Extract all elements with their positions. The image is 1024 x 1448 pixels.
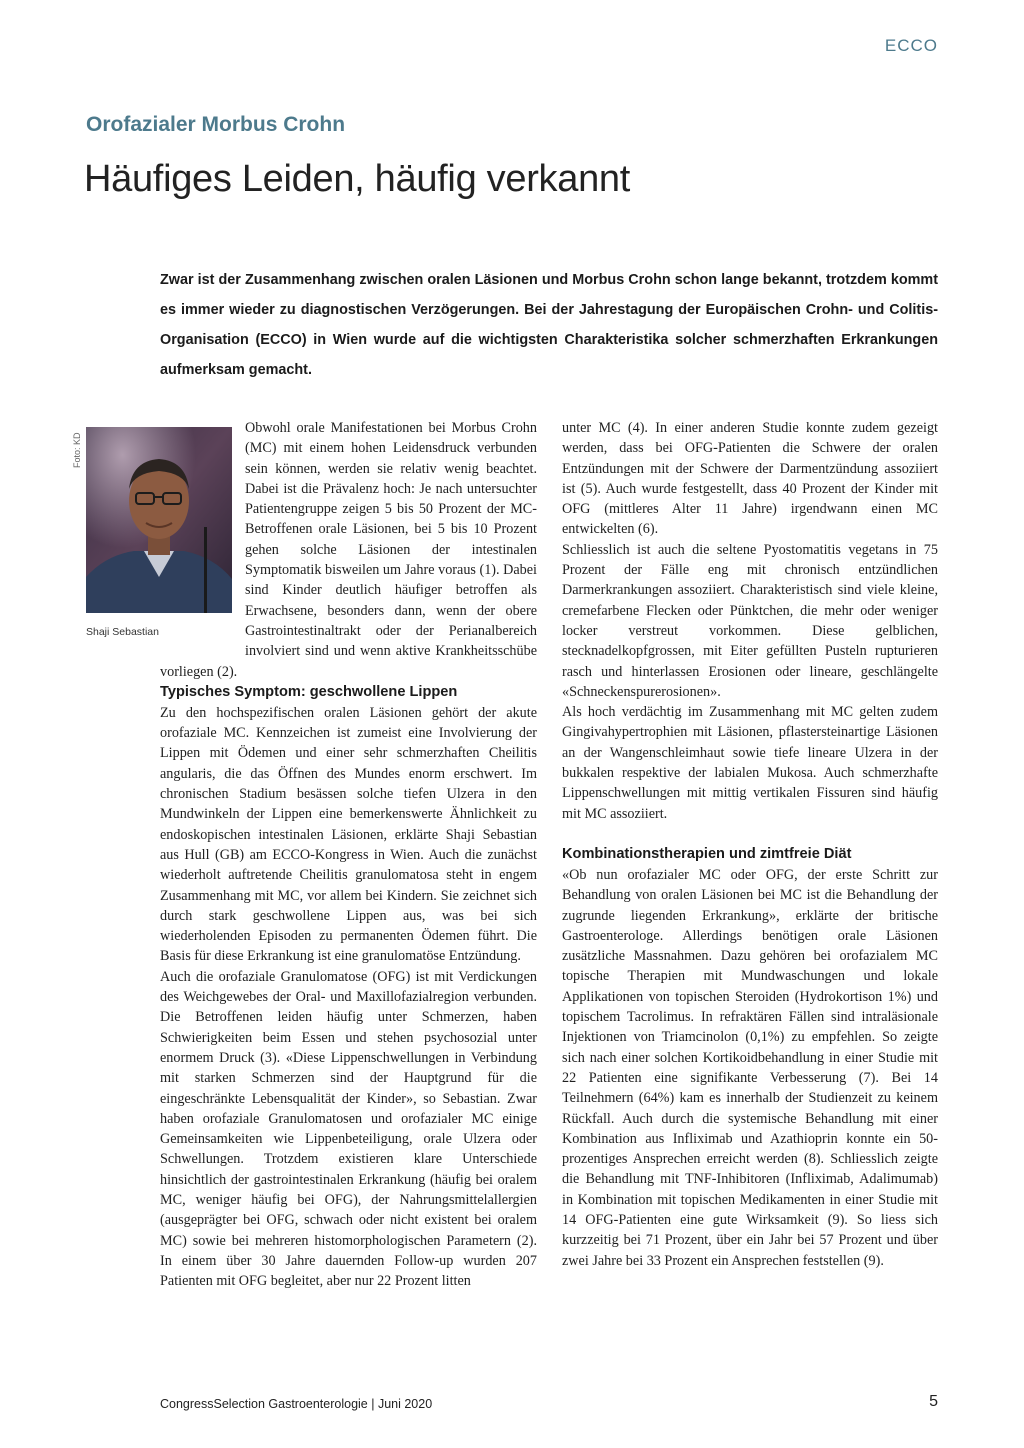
- photo-credit: Foto: KD: [72, 432, 82, 468]
- article-column-left: [160, 418, 537, 1291]
- body-paragraph: unter MC (4). In einer anderen Studie konnte zudem gezeigt werden, dass bei OFG-Patienten die Schwere der oralen Entzündungen mit der Schwere der Darmentzündung assoziiert ist (5). Auch wurde festgestellt, dass 40 Prozent der Kinder mit OFG (mittleres Alter 11 Jahre) irgendwann einen MC entwickelten (6).: [562, 420, 938, 538]
- page-number: 5: [929, 1393, 938, 1410]
- article-lead: Zwar ist der Zusammenhang zwischen oralen Läsionen und Morbus Crohn schon lange bekannt, trotzdem kommt es immer wieder zu diagnostischen Verzögerungen. Bei der Jahrestagung der Europäischen Crohn- und Colitis-Organisation (ECCO) in Wien wurde auf die wichtigsten Charakteristika solcher schmerzhaften Erkrankungen aufmerksam gemacht.: [160, 272, 938, 378]
- body-paragraph: «Ob nun orofazialer MC oder OFG, der erste Schritt zur Behandlung von oralen Läsionen bei MC ist die Behandlung der zugrunde liegenden Erkrankung», erklärte der britische Gastroenterologe. Allerdings benötigen orale Läsionen zusätzliche Massnahmen. Dazu gehören bei orofazialem MC topische Therapien mit Mundwaschungen und lokale Applikationen von topischen Steroiden (Hydrokortison 1%) und topischem Tacrolimus. In refraktären Fällen sind intraläsionale Injektionen von Triamcinolon (0,1%) zu empfehlen. So zeigte sich nach einer solchen Kortikoidbehandlung in einer Studie mit 22 Patienten eine signifikante Verbesserung (7). Bei 14 Teilnehmern (64%) kam es innerhalb der Studienzeit zu keinem Rückfall. Auch durch die systemische Behandlung mit einer Kombination aus Infliximab und Azathioprin konnte ein 50-prozentiges Ansprechen erreicht werden (8). Schliesslich zeigte die Behandlung mit TNF-Inhibitoren (Infliximab, Adalimumab) in Kombination mit topischen Medikamenten in einer Studie mit 14 OFG-Patienten eine gute Wirksamkeit (9). So liess sich kurzzeitig bei 71 Prozent, über ein Jahr bei 57 Prozent und über zwei Jahre bei 33 Prozent ein Ansprechen feststellen (9).: [562, 866, 938, 1269]
- section-label: ECCO: [884, 36, 938, 55]
- photo-caption: Shaji Sebastian: [86, 626, 159, 638]
- footer-publication: CongressSelection Gastroenterologie | Juni 2020: [160, 1397, 433, 1411]
- article-kicker: Orofazialer Morbus Crohn: [86, 113, 346, 136]
- body-paragraph: Als hoch verdächtig im Zusammenhang mit MC gelten zudem Gingivahypertrophien mit Läsionen, pflastersteinartige Läsionen an der Wangenschleimhaut sowie tiefe lineare Ulzera in der bukkalen respektive der labialen Mukosa. Auch schmerzhafte Lippenschwellungen mit mittig vertikalen Fissuren sind häufig mit MC assoziiert.: [562, 704, 938, 822]
- body-paragraph: Schliesslich ist auch die seltene Pyostomatitis vegetans in 75 Prozent der Fälle eng mit chronisch entzündlichen Darmerkrankungen assoziiert. Charakteristisch sind viele kleine, cremefarbene Flecken oder Pünktchen, die mehr oder weniger locker verstreut vorkommen. Diese gelblichen, stecknadelkopfgrossen, mit Eiter gefüllten Pusteln rupturieren rasch und hinterlassen Erosionen oder lineare, geschlängelte «Schneckenspurerosionen».: [562, 541, 938, 700]
- subheading: Kombinationstherapien und zimtfreie Diät: [562, 845, 852, 862]
- photo-spacer: [160, 418, 245, 644]
- body-paragraph: Obwohl orale Manifestationen bei Morbus Crohn (MC) mit einem hohen Leidensdruck verbunden sein können, werden sie relativ wenig beachtet. Dabei ist die Prävalenz hoch: Je nach untersuchter Patientengruppe zeigen 5 bis 50 Prozent der MC-Betroffenen orale Läsionen, bei 5 bis 10 Prozent gehen solche Läsionen der intestinalen Symptomatik bisweilen um Jahre voraus (1). Dabei sind Kinder deutlich häufiger betroffen als Erwachsene, besonders dann, wenn der obere Gastrointestinaltrakt oder der Perianalbereich involviert sind und wenn aktive Krankheitsschübe vorliegen (2).: [160, 420, 537, 680]
- subheading: Typisches Symptom: geschwollene Lippen: [160, 683, 458, 700]
- body-paragraph: Zu den hochspezifischen oralen Läsionen gehört der akute orofaziale MC. Kennzeichen ist zumeist eine Involvierung der Lippen mit Ödemen und einer sehr schmerzhaften Cheilitis angularis, die das Öffnen des Mundes enorm erschwert. Im chronischen Stadium besässen solche tiefen Ulzera in den Mundwinkeln der Lippen eine bemerkenswerte Ähnlichkeit zu endoskopischen intestinalen Läsionen, erklärte Shaji Sebastian aus Hull (GB) am ECCO-Kongress in Wien. Auch die zunächst wiederholt auftretende Cheilitis granulomatosa steht in engem Zusammenhang mit MC, vor allem bei Kindern. Sie zeichnet sich durch stark geschwollene Lippen aus, was bei sich wiederholenden Episoden zu permanenten Ödemen führt. Die Basis für diese Erkrankung ist eine granulomatöse Entzündung.: [160, 704, 537, 965]
- article-column-right: [562, 418, 938, 1271]
- body-paragraph: Auch die orofaziale Granulomatose (OFG) ist mit Verdickungen des Weichgewebes der Oral- und Maxillofazialregion verbunden. Die Betroffenen leiden häufig unter Schmerzen, haben Schwierigkeiten beim Essen und stehen psychosozial unter enormem Druck (3). «Diese Lippenschwellungen in Verbindung mit starken Schmerzen sind der Hauptgrund für die eingeschränkte Lebensqualität der Kinder», so Sebastian. Zwar haben orofaziale Granulomatosen und orofazialer MC einige Gemeinsamkeiten wie Lippenbeteiligung, orale Ulzera oder Schwellungen. Trotzdem existieren klare Unterschiede hinsichtlich der gastrointestinalen Erkrankung (häufig bei oralem MC, weniger häufig bei OFG), der Nahrungsmittelallergien (ausgeprägter bei OFG, schwach oder nicht existent bei oralem MC) sowie bei mehreren histomorphologischen Parametern (2). In einem über 30 Jahre dauernden Follow-up wurden 207 Patienten mit OFG begleitet, aber nur 22 Prozent litten: [160, 968, 537, 1290]
- article-title: Häufiges Leiden, häufig verkannt: [84, 158, 631, 200]
